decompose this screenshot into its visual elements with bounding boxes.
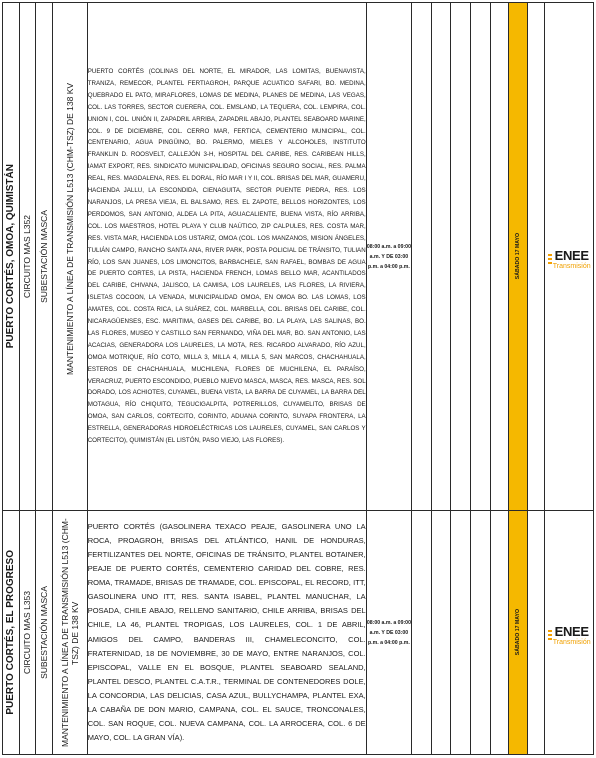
date-label: SÁBADO 17 MAYO (515, 609, 522, 656)
empty-cell (490, 511, 509, 755)
logo-name: ENEE (554, 247, 589, 263)
schedule-hours: 08:00 a.m. a 09:00 a.m. Y DE 03:00 p.m. a 04:00 p.m. (366, 243, 411, 270)
zone-label: PUERTO CORTÉS, EL PROGRESO (5, 550, 17, 715)
schedule-cell (366, 3, 411, 511)
enee-logo (548, 249, 591, 270)
work-cell (52, 511, 87, 755)
circuit-cell (19, 3, 36, 511)
empty-cell (412, 511, 432, 755)
date-cell (509, 3, 528, 511)
empty-cell (431, 511, 451, 755)
schedule-hours: 08:00 a.m. a 09:00 a.m. Y DE 03:00 p.m. a 04:00 p.m. (366, 619, 411, 646)
empty-cell (471, 511, 491, 755)
empty-cell (451, 3, 471, 511)
date-cell (509, 511, 528, 755)
substation-label: SUBESTACIÓN MASCA (38, 586, 49, 679)
table-row (3, 3, 594, 511)
affected-sectors-text: PUERTO CORTÉS (GASOLINERA TEXACO PEAJE, GASOLINERA UNO LA ROCA, PROAGROH, BRISAS DEL ATLÁNTICO, HANIL DE HONDURAS, FERTILIZANTES DEL NORTE, OFICINAS DE TRÁNSITO, PLANTEL BOTAINER, PEAJE DE PUERTO CORTÉS, CEMENTERIO CARIDAD DEL COBRE, RES. ROMA, TRAMADE, BRISAS DE TRAMADE, COL. EPISCOPAL, EL RECORD, ITT, GASOLINERA UNO ITT, RES. SANTA ISABEL, PLANTEL MANUCHAR, LA POSADA, CHILE ABAJO, RELLENO SANITARIO, CHILE ARRIBA, BRISAS DEL CHILE, LA 46, PLANTEL TROPIGAS, LOS LAURELES, COL. 1 DE ABRIL, AMIGOS DEL CAMPO, BANDERAS III, CHAMELECONCITO, COL. FRATERNIDAD, 18 DE NOVIEMBRE, 30 DE MAYO, ENTRE NARANJOS, COL. EPISCOPAL, VALLE EN EL BOSQUE, PLANTEL SEABOARD SEALAND, PLANTEL DESCO, PLANTEL C.A.T.R., TERMINAL DE CONTENEDORES DOLE, LA CONCORDIA, LAS DELICIAS, CASA AZUL, BULLYCHAMPA, PLANTEL EXA, LA CABAÑA DE DON MARIO, CAMPANA, COL. EL SAUCE, TRONCONALES, COL. SAN ROQUE, COL. NUEVA CAMPANA, COL. LA ARROCERA, COL. 6 DE MAYO, COL. LA GRAN VÍA). (87, 521, 366, 743)
circuit-cell (19, 511, 36, 755)
substation-label: SUBESTACIÓN MASCA (38, 210, 49, 303)
empty-cell (451, 511, 471, 755)
empty-cell (431, 3, 451, 511)
empty-cell (527, 511, 545, 755)
zone-cell (3, 3, 20, 511)
table-row (3, 511, 594, 755)
zone-cell (3, 511, 20, 755)
enee-logo-mark-icon (548, 630, 552, 640)
empty-cell (490, 3, 509, 511)
substation-cell (36, 511, 53, 755)
work-description: MANTENIMIENTO A LÍNEA DE TRANSMISIÓN L513 (CHM-TSZ) DE 138 KV (59, 518, 80, 747)
circuit-label: CIRCUITO MAS L353 (22, 591, 33, 674)
substation-cell (36, 3, 53, 511)
work-description: MANTENIMIENTO A LÍNEA DE TRANSMISIÓN L513 (CHM-TSZ) DE 138 KV (64, 82, 75, 375)
empty-cell (527, 3, 545, 511)
work-cell (52, 3, 87, 511)
maintenance-schedule-table (2, 2, 594, 755)
zone-label: PUERTO CORTÉS, OMOA, QUIMISTÁN (5, 164, 17, 349)
logo-name: ENEE (554, 623, 589, 639)
affected-sectors-text: PUERTO CORTÉS (COLINAS DEL NORTE, EL MIRADOR, LAS LOMITAS, BUENAVISTA, TRANIZA, REMECOR, PLANTEL FERTIAGROH, PARQUE ACUATICO SAFARI, BO. MEDINA, QUEBRADO EL PATO, MIRAFLORES, LOMAS DE MEDINA, PLANES DE MEDINA, LAS VEGAS, COL. LAS TORRES, SECTOR CUERERA, COL. EMSLAND, LA TEQUERA, COL. LEMPIRA, COL. UNION I, COL. UNIÓN II, ZAPADRIL ARRIBA, ZAPADRIL ABAJO, PLANTEL SEABOARD MARINE, COL. 9 DE DICIEMBRE, COL. CERRO MAR, FERTICA, CEMENTERIO MUNICIPAL, COL. CENTENARIO, AGUA PINGÜINO, BO. PALERMO, MIELES Y ALCOHOLES, INSTITUTO FRANKLIN D. ROOSVELT, CALLEJÓN 3-H, HOSPITAL DEL CARIBE, RES. CARIBEAN HILLS, IAMAT EXPORT, RES. SINDICATO MUNICIPALIDAD, OFICINAS SEGURO SOCIAL, RES. PALMA REAL, RES. MAGDALENA, RES. EL DORAL, RÍO MAR I Y II, COL. BRISAS DEL MAR, GUAMERU, HACIENDA JALLU, LA ESCONDIDA, CIENAGUITA, SECTOR PUENTE PIEDRA, RES. LOS NARANJOS, LA PRESA VIEJA, EL BALSAMO, RES. EL ZAPOTE, BELLOS HORIZONTES, LOS PERDOMOS, SAN ANTONIO, ALDEA LA PITA, AGUACALIENTE, BUENA VISTA, RÍO ARRIBA, COL. LOS MAESTROS, HOTEL PLAYA Y CLUB NAÚTICO, ZIP CALPULES, RES. COSTA MAR, RES. VISTA MAR, HACIENDA LOS USTARIZ, OMOA (COL. LOS MANZANOS, MISION ÁNGELES, TULIÁN CAMPO, RANCHO SANTA ANA, RIVER PARK, POSTA POLICIAL DE TRÁNSITO, TULIAN RÍO, LOS SAN JUANES, LOS LIMONCITOS, BARBACHELE, SAN RAFAEL, BOMBAS DE AGUA DE PUERTO CORTES, LA PISTA, HACIENDA FRENCH, LOMAS BELLO MAR, ACANTILADOS DEL CARIBE, CHIVANA, JALISCO, LA CAMISA, LOS LAURELES, LAS FLORES, LA RIVIERA, ISLETAS COCOON, LA VENADA, MUNICIPALIDAD OMOA, EN OMOA BO. LAS LOMAS, LOS AMATES, COL. COSTA RICA, LA SUÁREZ, COL. MARBELLA, COL. BRISAS DEL CARIBE, COL. NICARAGÜENSES, ESC. MARITIMA, GASES DEL CARIBE, BO. LA PLAYA, LAS SALINAS, BO. LAS FLORES, MUSEO Y CASTILLO SAN FERNANDO, VIÑA DEL MAR, BO. SAN ANTONIO, LAS ACACIAS, GENERADORA LOS LAURELES, LA MOTA, RES. RICARDO ALVARADO, RÍO AZUL, OMOA MOTRIQUE, RÍO COTO, MILLA 3, MILLA 4, MILLA 5, SAN MARCOS, CHACHAHUALA, ESTEROS DE CHACHAHUALA, MUCHILENA, FLORES DE MUCHILENA, EL PARAÍSO, VERACRUZ, PUERTO ESCONDIDO, PUEBLO NUEVO MASCA, MASCA, RES. MASCA, RES. SOL DORADO, LOS ACHIOTES, CUYAMEL, BUENA VISTA, LA BARRA DE CUYAMEL, LA BARRA DEL MOTAGUA, RÍO CHIQUITO, TEGUCIGALPITA, POTRERILLOS, CUYAMELITO, BRISAS DE OMOA, SAN CARLOS, CORTECITO, CORINTO, ADUANA CORINTO, SUYAPA FRONTERA, LA ESTRELLA, GENERADORAS HIDROELÉCTRICAS LOS LAURELES, CUYAMEL, SAN CARLOS Y CORTECITO), QUIMISTÁN (EL LISTÓN, PASO VIEJO, LAS FLORES). (87, 68, 366, 445)
circuit-label: CIRCUITO MAS L352 (22, 215, 33, 298)
affected-sectors-cell (87, 511, 366, 755)
logo-subtitle: Transmisión (552, 638, 591, 646)
logo-cell (545, 511, 594, 755)
schedule-cell (366, 511, 411, 755)
logo-subtitle: Transmisión (552, 262, 591, 270)
enee-logo (548, 625, 591, 646)
date-label: SÁBADO 17 MAYO (515, 233, 522, 280)
logo-cell (545, 3, 594, 511)
empty-cell (471, 3, 491, 511)
enee-logo-mark-icon (548, 254, 552, 264)
empty-cell (412, 3, 432, 511)
affected-sectors-cell (87, 3, 366, 511)
